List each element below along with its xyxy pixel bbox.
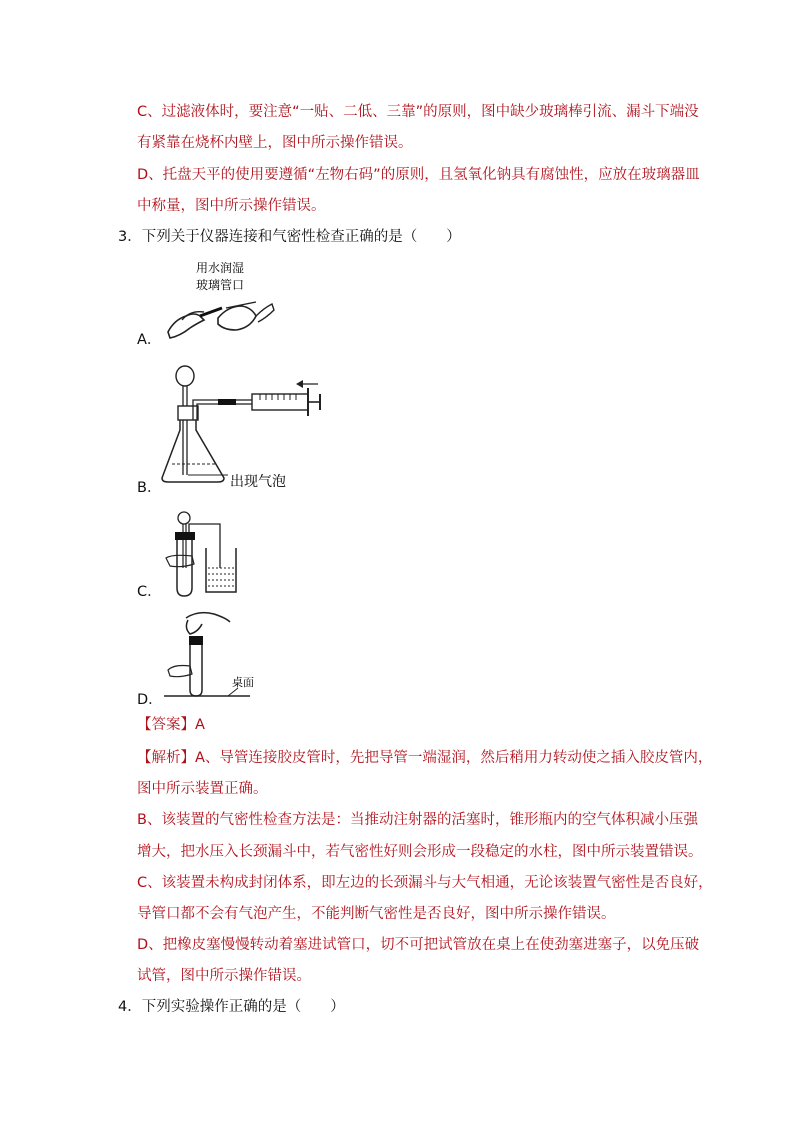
- option-a-figure: [160, 258, 280, 340]
- answer-line: [137, 715, 205, 735]
- option-d-label: D．: [137, 692, 163, 708]
- analysis-c-line1: C、该装置未构成封闭体系，即左边的长颈漏斗与大气相通，无论该装置气密性是否良好，: [137, 875, 713, 891]
- analysis-tag: 【解析】: [137, 750, 195, 766]
- analysis-b-line1: B、该装置的气密性检查方法是：当推动注射器的活塞时，锥形瓶内的空气体积减小压强: [137, 812, 698, 828]
- answer-value: A: [195, 717, 205, 733]
- option-d-figure: [158, 610, 258, 702]
- option-d-caption: 桌面: [232, 676, 254, 689]
- option-a-label: A．: [137, 332, 162, 348]
- option-c-figure: [162, 508, 242, 598]
- analysis-d-line1: D、把橡皮塞慢慢转动着塞进试管口，切不可把试管放在桌上在使劲塞进塞子，以免压破: [137, 937, 700, 953]
- option-a-caption-1: 用水润湿: [196, 261, 245, 275]
- analysis-b-line2: 增大，把水压入长颈漏斗中，若气密性好则会形成一段稳定的水柱，图中所示装置错误。: [137, 844, 703, 860]
- option-a-caption-2: 玻璃管口: [196, 278, 245, 292]
- answer-tag: 【答案】: [137, 717, 195, 733]
- analysis-a-line1: [137, 748, 712, 768]
- option-c-label: C．: [137, 584, 162, 600]
- option-b-figure: [158, 360, 328, 490]
- analysis-d-line2: 试管，图中所示操作错误。: [137, 968, 311, 984]
- question-3-stem: 3．下列关于仪器连接和气密性检查正确的是（ ）: [118, 229, 461, 245]
- solution-d-line1: D、托盘天平的使用要遵循“左物右码”的原则，且氢氧化钠具有腐蚀性，应放在玻璃器皿: [137, 167, 700, 183]
- option-b-caption: 出现气泡: [230, 474, 286, 490]
- analysis-a-text1: A、导管连接胶皮管时，先把导管一端湿润，然后稍用力转动使之插入胶皮管内，: [195, 750, 713, 766]
- analysis-a-line2: 图中所示装置正确。: [137, 781, 268, 797]
- solution-d-line2: 中称量，图中所示操作错误。: [137, 198, 326, 214]
- question-4-stem: 4．下列实验操作正确的是（ ）: [118, 999, 345, 1015]
- solution-c-line2: 有紧靠在烧杯内壁上，图中所示操作错误。: [137, 135, 413, 151]
- solution-c-line1: C、过滤液体时，要注意“一贴、二低、三靠”的原则，图中缺少玻璃棒引流、漏斗下端没: [137, 104, 699, 120]
- option-b-label: B．: [137, 480, 162, 496]
- analysis-c-line2: 导管口都不会有气泡产生，不能判断气密性是否良好，图中所示操作错误。: [137, 906, 616, 922]
